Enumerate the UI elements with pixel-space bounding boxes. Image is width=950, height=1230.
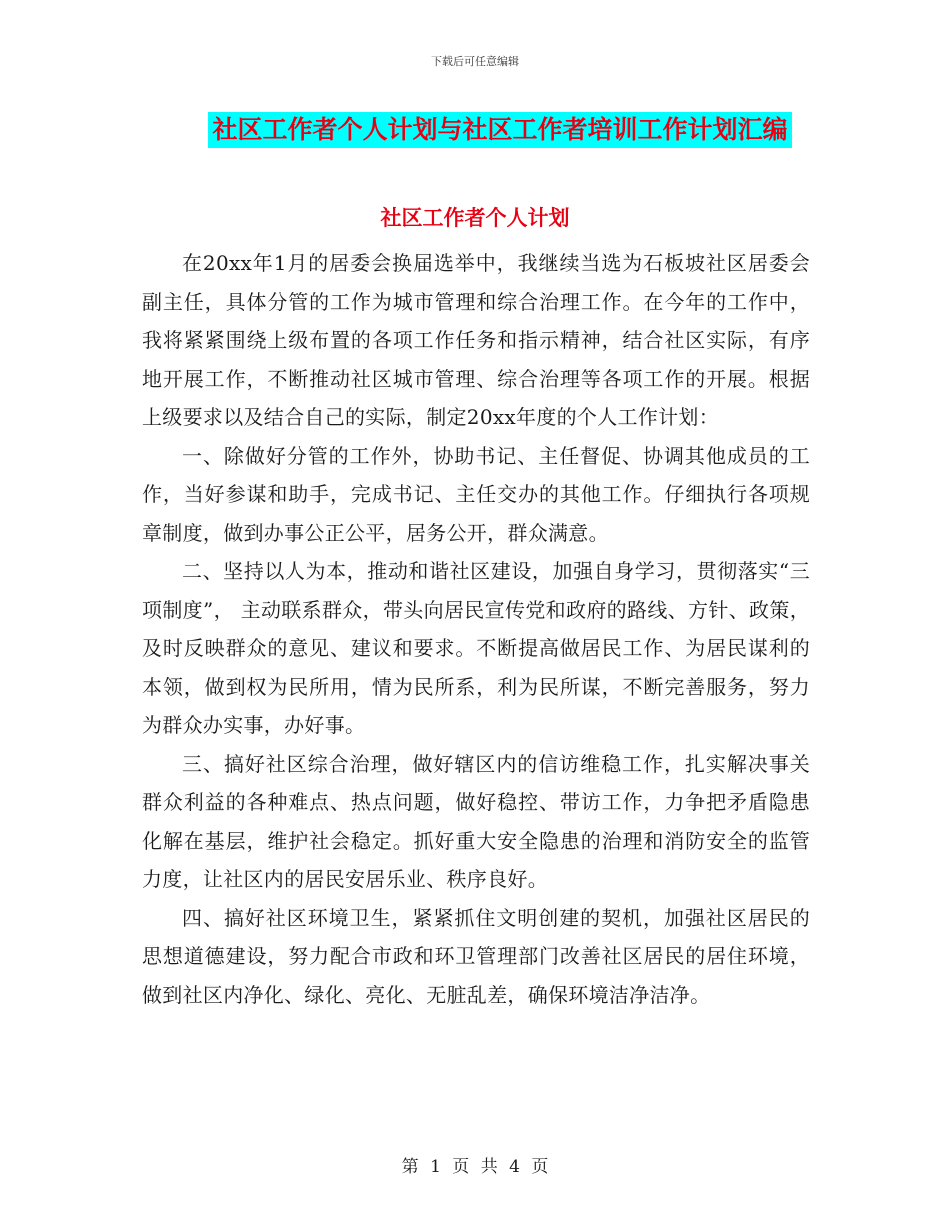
section-title: 社区工作者个人计划 bbox=[380, 205, 570, 230]
paragraph-intro: 在20xx年1月的居委会换届选举中，我继续当选为石板坡社区居委会副主任，具体分管的工作为城市管理和综合治理工作。在今年的工作中，我将紧紧围绕上级布置的各项工作任务和指示精神，结合社区实际，有序地开展工作，不断推动社区城市管理、综合治理等各项工作的开展。根据上级要求以及结合自己的实际，制定20xx年度的个人工作计划： bbox=[142, 251, 810, 429]
document-title-container bbox=[0, 112, 950, 148]
document-body bbox=[142, 244, 810, 1014]
paragraph-item-2: 二、坚持以人为本，推动和谐社区建设，加强自身学习，贯彻落实“三项制度”， 主动联系群众，带头向居民宣传党和政府的路线、方针、政策，及时反映群众的意见、建议和要求。不断提高做居民工作、为居民谋利的本领，做到权为民所用，情为民所系，利为民所谋，不断完善服务，努力为群众办实事，办好事。 bbox=[142, 559, 810, 737]
document-title: 社区工作者个人计划与社区工作者培训工作计划汇编 bbox=[208, 112, 791, 148]
paragraph-item-4: 四、搞好社区环境卫生，紧紧抓住文明创建的契机，加强社区居民的思想道德建设，努力配合市政和环卫管理部门改善社区居民的居住环境，做到社区内净化、绿化、亮化、无脏乱差，确保环境洁净洁净。 bbox=[142, 905, 810, 1007]
paragraph-item-1: 一、除做好分管的工作外，协助书记、主任督促、协调其他成员的工作，当好参谋和助手，完成书记、主任交办的其他工作。仔细执行各项规章制度，做到办事公正公平，居务公开，群众满意。 bbox=[142, 443, 810, 545]
page-number-footer: 第 1 页 共 4 页 bbox=[401, 1157, 549, 1177]
header-note: 下载后可任意编辑 bbox=[431, 55, 519, 68]
paragraph-item-3: 三、搞好社区综合治理，做好辖区内的信访维稳工作，扎实解决事关群众利益的各种难点、热点问题，做好稳控、带访工作，力争把矛盾隐患化解在基层，维护社会稳定。抓好重大安全隐患的治理和消防安全的监管力度，让社区内的居民安居乐业、秩序良好。 bbox=[142, 751, 810, 891]
